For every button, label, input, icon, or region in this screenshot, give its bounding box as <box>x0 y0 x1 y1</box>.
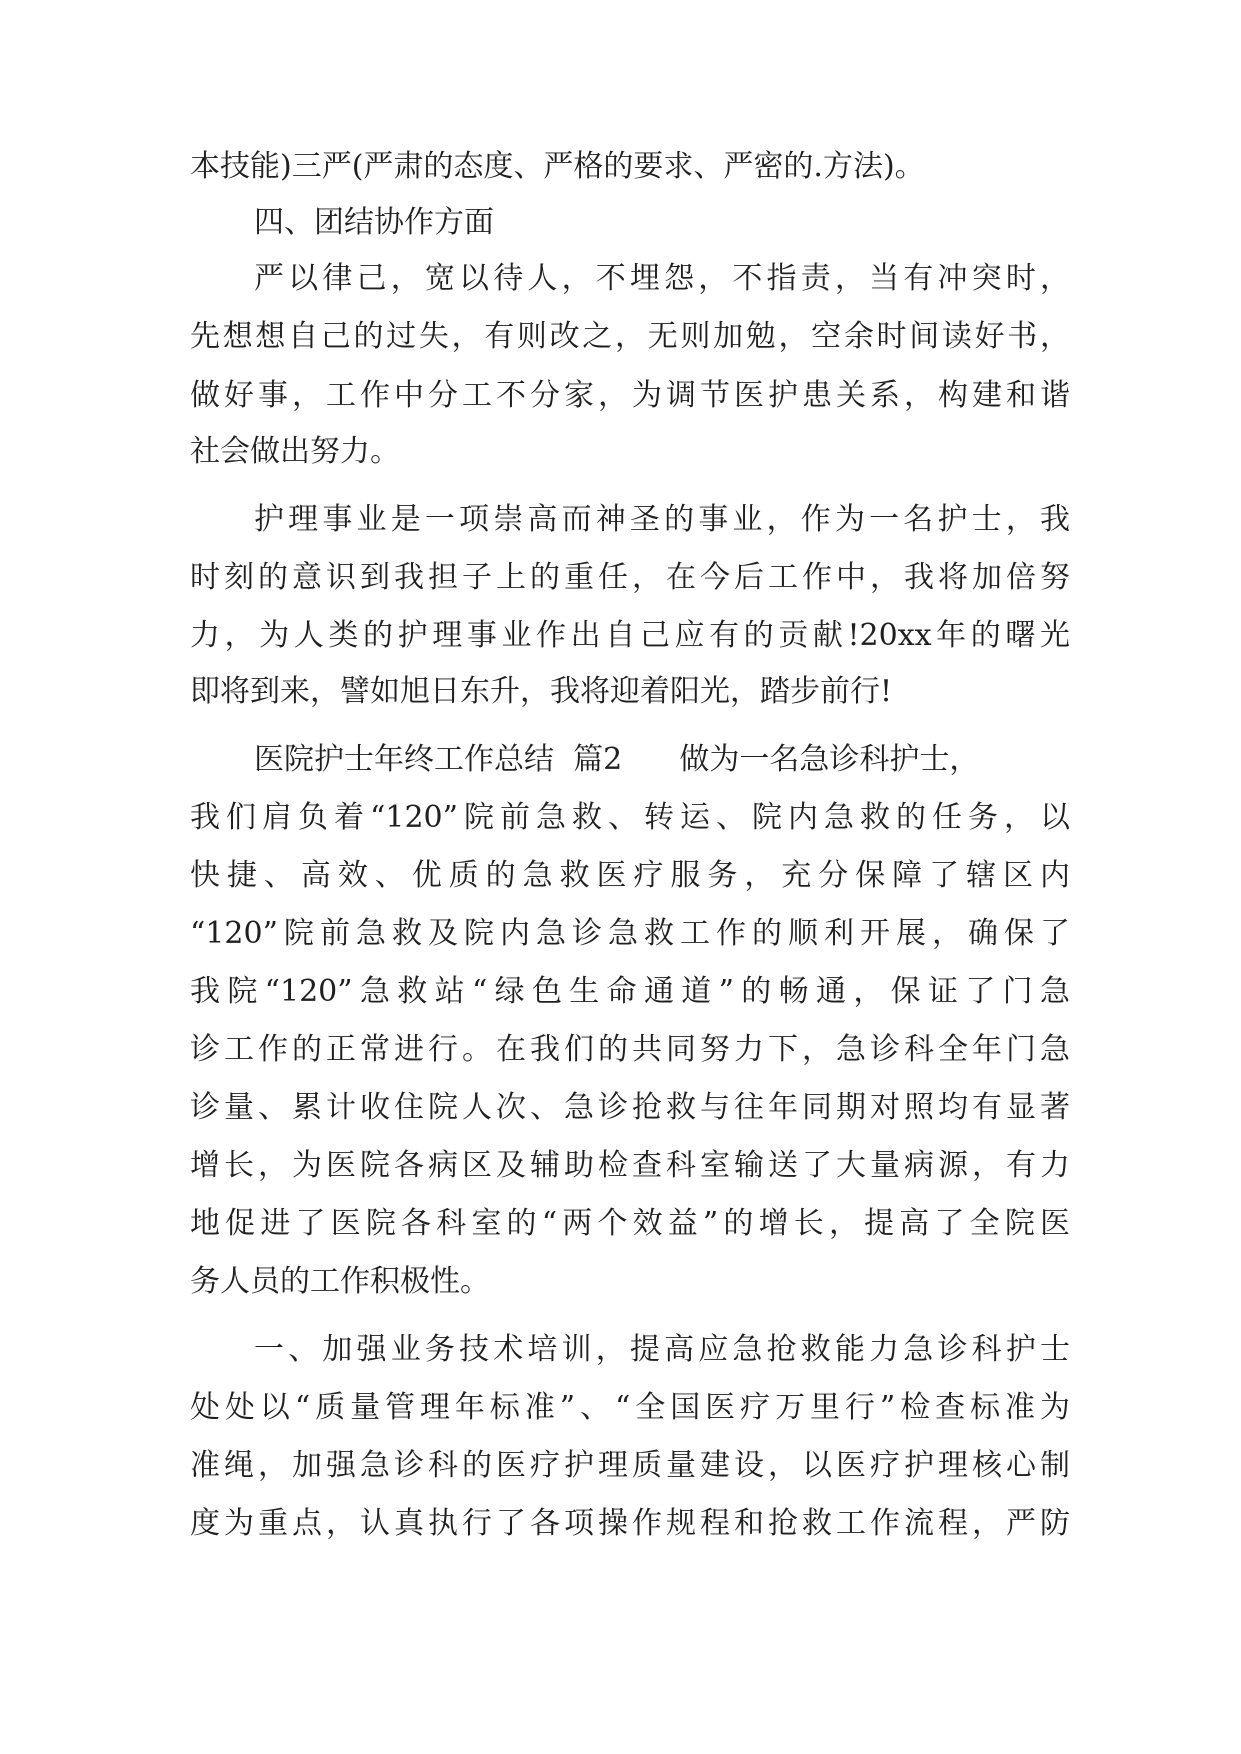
text-line: 做好事，工作中分工不分家，为调节医护患关系，构建和谐 <box>190 378 1070 413</box>
text-line: 我院“120”急救站“绿色生命通道”的畅通，保证了门急 <box>190 974 1070 1009</box>
text-line: 务人员的工作积极性。 <box>190 1264 490 1299</box>
section-heading: 四、团结协作方面 <box>254 205 494 240</box>
text-line: 度为重点，认真执行了各项操作规程和抢救工作流程，严防 <box>190 1506 1070 1541</box>
text-line: 诊量、累计收住院人次、急诊抢救与往年同期对照均有显著 <box>190 1090 1070 1125</box>
text-line: 准绳，加强急诊科的医疗护理质量建设，以医疗护理核心制 <box>190 1448 1070 1483</box>
text-line: 本技能)三严(严肃的态度、严格的要求、严密的.方法)。 <box>190 149 925 184</box>
text-line: 社会做出努力。 <box>190 434 400 469</box>
text-line: “120”院前急救及院内急诊急救工作的顺利开展，确保了 <box>190 916 1070 951</box>
text-line: 护理事业是一项崇高而神圣的事业，作为一名护士，我 <box>254 502 1070 537</box>
text-line: 先想想自己的过失，有则改之，无则加勉，空余时间读好书， <box>190 319 1070 354</box>
text-line: 诊工作的正常进行。在我们的共同努力下，急诊科全年门急 <box>190 1032 1070 1067</box>
section-heading: 一、加强业务技术培训，提高应急抢救能力急诊科护士 <box>254 1332 1070 1367</box>
text-line: 地促进了医院各科室的“两个效益”的增长，提高了全院医 <box>190 1206 1070 1241</box>
text-line: 我们肩负着“120”院前急救、转运、院内急救的任务，以 <box>190 800 1070 835</box>
text-line: 即将到来，譬如旭日东升，我将迎着阳光，踏步前行! <box>190 674 893 709</box>
text-line: 时刻的意识到我担子上的重任，在今后工作中，我将加倍努 <box>190 560 1070 595</box>
text-line: 处处以“质量管理年标准”、“全国医疗万里行”检查标准为 <box>190 1390 1070 1425</box>
text-line: 严以律己，宽以待人，不埋怨，不指责，当有冲突时， <box>254 261 1070 296</box>
text-line: 增长，为医院各病区及辅助检查科室输送了大量病源，有力 <box>190 1148 1070 1183</box>
text-line: 快捷、高效、优质的急救医疗服务，充分保障了辖区内 <box>190 858 1070 893</box>
text-line: 力，为人类的护理事业作出自己应有的贡献!20xx年的曙光 <box>190 618 1070 653</box>
section-heading: 医院护士年终工作总结 篇2 做为一名急诊科护士， <box>254 742 980 777</box>
